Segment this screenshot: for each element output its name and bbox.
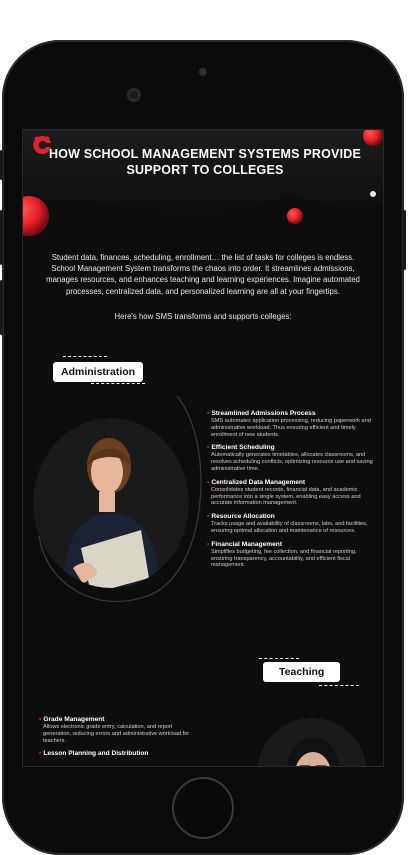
- teaching-photo: [257, 718, 367, 767]
- feature-item: [207, 541, 373, 569]
- feature-item: [39, 716, 199, 744]
- bullet-icon: •: [207, 513, 210, 521]
- teaching-feature-list: [39, 716, 199, 764]
- bullet-icon: •: [207, 540, 210, 548]
- bullet-icon: •: [207, 410, 210, 417]
- feature-title: Resource Allocation: [211, 513, 275, 521]
- phone-speaker: [199, 68, 207, 76]
- bullet-icon: •: [207, 444, 210, 452]
- feature-item: [39, 750, 199, 758]
- feature-item: [207, 479, 373, 507]
- red-sphere-small: [287, 208, 303, 224]
- intro-lead: Here's how SMS transforms and supports colleges:: [114, 312, 292, 321]
- bullet-icon: •: [39, 716, 42, 723]
- white-sphere: [370, 191, 376, 197]
- bullet-icon: •: [39, 750, 42, 758]
- feature-item: [207, 410, 373, 438]
- administration-feature-list: [207, 410, 373, 575]
- phone-volume-up: [0, 210, 3, 265]
- photo-outline-curve: [27, 386, 227, 616]
- phone-camera: [127, 88, 141, 102]
- feature-title: Streamlined Admissions Process: [211, 410, 316, 417]
- feature-desc: SMS automates application processing, reducing paperwork and administrative workload. Thus ensuring efficient and timely enrollment of new students.: [211, 418, 371, 438]
- home-button[interactable]: [172, 777, 234, 839]
- teaching-label-dash-top: [259, 658, 299, 659]
- phone-power-button: [403, 210, 406, 270]
- feature-title: Efficient Scheduling: [211, 444, 275, 452]
- page-title: HOW SCHOOL MANAGEMENT SYSTEMS PROVIDE SUPPORT TO COLLEGES: [48, 147, 362, 177]
- feature-desc: Automatically generates timetables, allocates classrooms, and resolves scheduling conflicts, optimizing resource use and saving administrative time.: [211, 452, 373, 472]
- phone-volume-down: [0, 280, 3, 335]
- section-label-administration: Administration: [53, 362, 143, 382]
- bullet-icon: •: [207, 478, 210, 486]
- feature-item: [207, 444, 373, 472]
- feature-desc: Tracks usage and availability of classrooms, labs, and facilities, ensuring optimal allocation and maintenance of resources.: [211, 521, 368, 534]
- phone-mute-switch: [0, 150, 3, 180]
- admin-label-dash-bottom: [91, 383, 145, 384]
- feature-desc: Allows electronic grade entry, calculation, and report generation, reducing errors and administrative workload for teachers.: [43, 724, 190, 744]
- teaching-label-dash-bottom: [319, 685, 359, 686]
- feature-item: [207, 513, 373, 535]
- feature-title: Lesson Planning and Distribution: [43, 750, 149, 758]
- feature-desc: Simplifies budgeting, fee collection, and financial reporting, ensuring transparency, accountability, and efficient fiscal management.: [211, 548, 357, 569]
- intro-paragraph: Student data, finances, scheduling, enrollment… the list of tasks for colleges is endless. School Management System transforms the chaos into order. It streamlines admissions, manages resources, and enhances teaching and learning experiences. Imagine automated processes, centralized data, and personalized learning are all at your fingertips.: [46, 253, 360, 296]
- red-sphere-left: [23, 196, 49, 236]
- feature-title: Centralized Data Management: [211, 478, 306, 486]
- feature-desc: Consolidates student records, financial data, and academic performance into a single system, enabling easy access and accurate information management.: [211, 486, 361, 507]
- teacher-with-glasses-image: [257, 718, 367, 767]
- feature-title: Financial Management: [211, 540, 283, 548]
- feature-title: Grade Management: [43, 716, 105, 723]
- screen: [22, 129, 384, 767]
- section-label-teaching: Teaching: [263, 662, 340, 682]
- admin-label-dash-top: [63, 356, 107, 357]
